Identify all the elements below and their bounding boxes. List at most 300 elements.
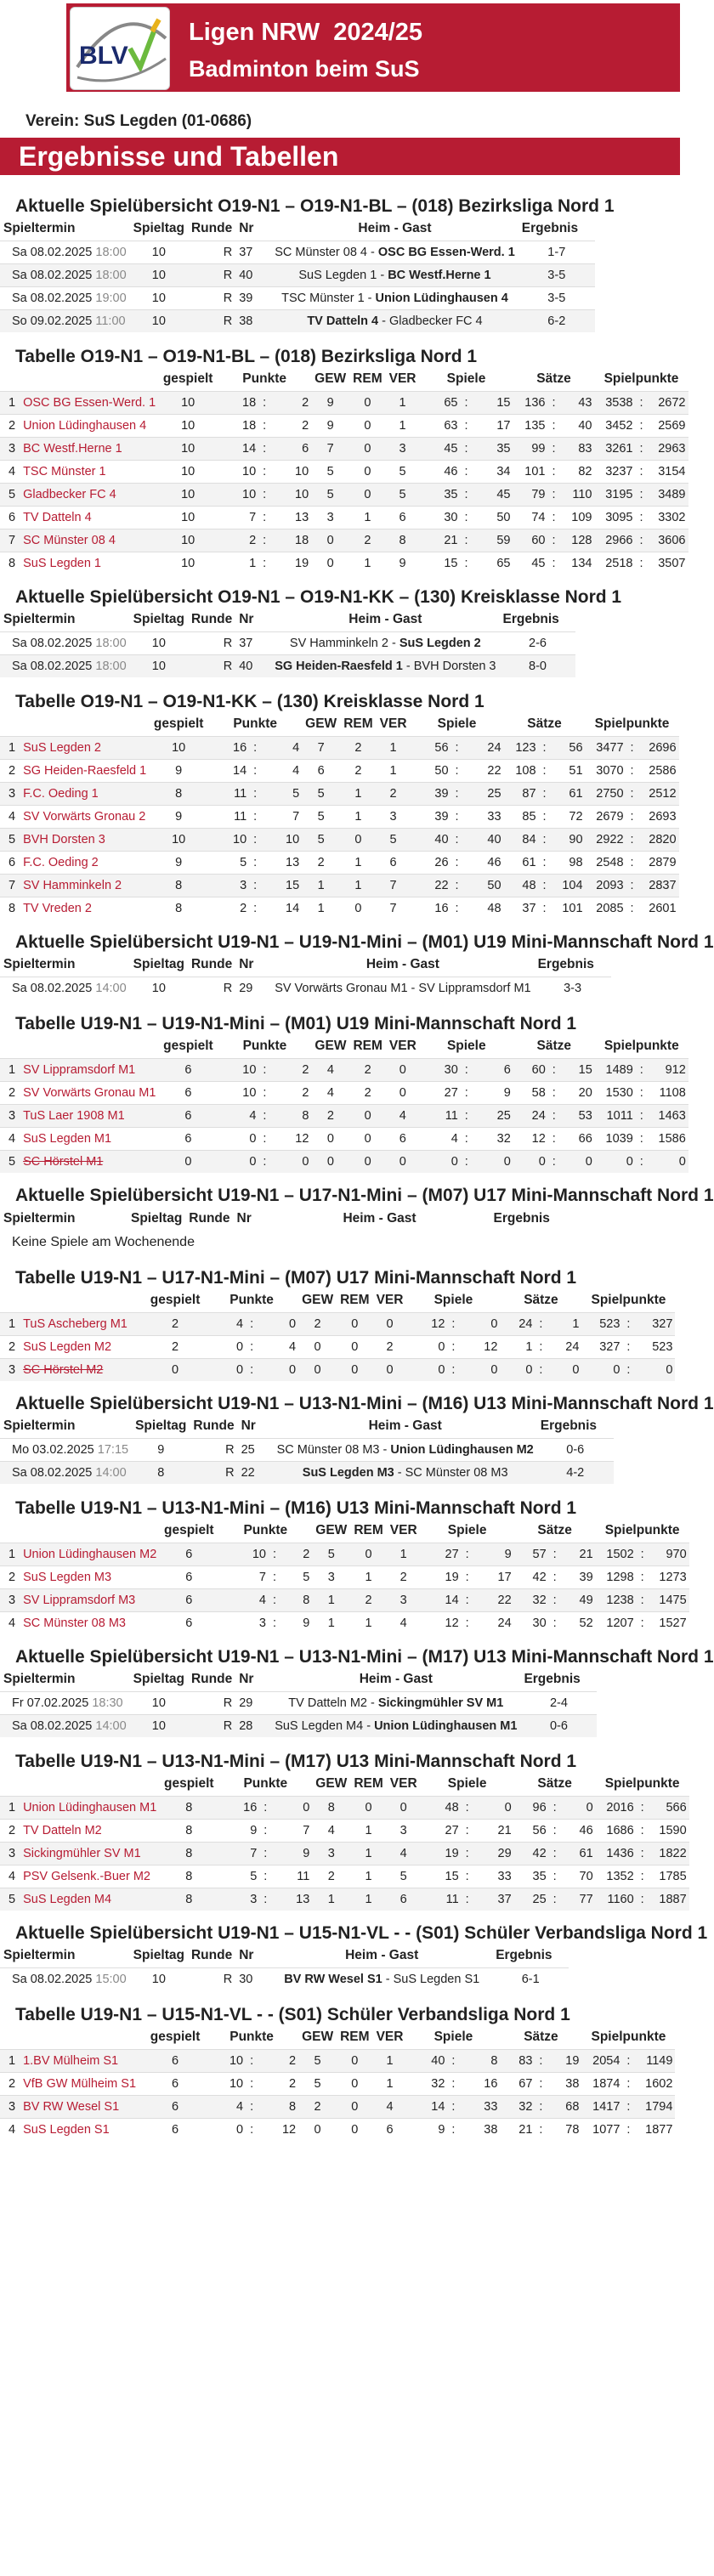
game-time: 18:30	[92, 1696, 123, 1710]
game-teams: SuS Legden 1 - BC Westf.Herne 1	[271, 263, 518, 286]
standings-cell: 0	[349, 1127, 385, 1150]
standings-team-link[interactable]: BC Westf.Herne 1	[18, 437, 158, 460]
standings-colon: :	[637, 1796, 649, 1819]
standings-cell: 1	[312, 1611, 350, 1634]
standings-colon: :	[462, 1543, 473, 1565]
standings-cell: 0	[595, 1150, 636, 1173]
section-spacer	[0, 1484, 680, 1497]
standings-colon: :	[462, 1796, 473, 1819]
standings-colon: :	[461, 1127, 473, 1150]
standings-colon: :	[451, 782, 463, 805]
standings-played: 9	[149, 851, 208, 874]
game-date-cell	[0, 977, 130, 999]
standings-colon: :	[246, 1358, 258, 1381]
standings-colon: :	[637, 1865, 649, 1888]
standings-header-cell: Spielpunkte	[604, 1523, 680, 1538]
game-home-team: SuS Legden 1	[298, 268, 377, 282]
standings-cell: 39	[561, 1565, 596, 1588]
standings-cell: 1463	[648, 1104, 688, 1127]
spiele-header-cell: Spieltermin	[3, 1948, 76, 1963]
standings-rank: 3	[0, 782, 18, 805]
standings-cell: 1417	[581, 2095, 622, 2118]
standings-cell: 2963	[648, 437, 688, 460]
standings-colon: :	[258, 506, 270, 529]
standings-cell: 10	[208, 828, 249, 851]
standings-cell: 1	[312, 1888, 350, 1911]
standings-cell: 61	[504, 851, 539, 874]
standings-played: 8	[159, 1888, 218, 1911]
standings-team-link[interactable]: F.C. Oeding 2	[18, 851, 149, 874]
standings-cell: 0	[218, 1150, 258, 1173]
game-date: So 09.02.2025	[12, 314, 93, 328]
spiele-header-cell: Spieltermin	[3, 612, 76, 627]
standings-cell: 4	[258, 1335, 298, 1358]
standings-cell: 46	[463, 851, 504, 874]
standings-team-link[interactable]: SV Vorwärts Gronau M1	[18, 1081, 158, 1104]
standings-rank: 2	[0, 414, 18, 437]
game-guest-team: Union Lüdinghausen M2	[390, 1442, 534, 1457]
standings-rank: 6	[0, 851, 18, 874]
standings-team-link[interactable]: PSV Gelsenk.-Buer M2	[18, 1865, 159, 1888]
standings-colon: :	[258, 1150, 270, 1173]
spiele-header-row	[0, 218, 595, 241]
standings-cell: 11	[421, 1888, 462, 1911]
standings-cell: 46	[561, 1819, 596, 1842]
section-spacer	[0, 1990, 680, 2004]
standings-header-cell: VER	[389, 1523, 417, 1538]
standings-team-link[interactable]: F.C. Oeding 1	[18, 782, 149, 805]
standings-cell: 6	[473, 1058, 513, 1081]
standings-row	[0, 1611, 689, 1634]
game-date-cell	[0, 263, 130, 286]
standings-cell: 68	[547, 2095, 581, 2118]
standings-rank: 8	[0, 552, 18, 575]
standings-row	[0, 1150, 688, 1173]
standings-cell: 2966	[595, 529, 636, 552]
standings-header-cell: REM	[354, 1776, 383, 1792]
standings-header-cell: gespielt	[162, 371, 213, 387]
spiele-header-cell: Heim - Gast	[358, 221, 432, 236]
league-content	[0, 175, 714, 2141]
standings-cell: 43	[560, 391, 595, 414]
standings-team-link[interactable]: Sickingmühler SV M1	[18, 1842, 159, 1865]
standings-cell: 21	[500, 2118, 535, 2141]
standings-cell: 523	[581, 1312, 622, 1335]
standings-header-cell: GEW	[305, 716, 337, 732]
standings-header-row	[0, 1773, 689, 1796]
game-time: 15:00	[95, 1972, 127, 1986]
game-spieltag: 10	[130, 1967, 188, 1990]
game-time: 14:00	[95, 1465, 127, 1480]
game-guest-team: OSC BG Essen-Werd. 1	[377, 245, 515, 259]
standings-cell: 2	[340, 759, 376, 782]
standings-cell: 0	[337, 2095, 372, 2118]
standings-team-link[interactable]: SuS Legden M3	[18, 1565, 159, 1588]
game-home-team: TV Datteln M2	[288, 1696, 367, 1710]
standings-cell: 0	[205, 2118, 246, 2141]
game-nr: 30	[235, 1967, 271, 1990]
standings-cell: 0	[349, 437, 385, 460]
standings-cell: 56	[411, 736, 451, 759]
standings-played: 10	[149, 736, 208, 759]
standings-header-cell: GEW	[314, 1039, 347, 1054]
standings-cell: 61	[561, 1842, 596, 1865]
standings-colon: :	[269, 1611, 280, 1634]
standings-cell: 1877	[634, 2118, 675, 2141]
spiele-header-cell: Spieltermin	[3, 957, 76, 972]
standings-team-link[interactable]: SV Lippramsdorf M1	[18, 1058, 158, 1081]
spiele-header-cell: Spieltag	[133, 957, 184, 972]
standings-cell: 38	[547, 2072, 581, 2095]
standings-colon: :	[462, 1865, 473, 1888]
game-row	[0, 1714, 597, 1737]
game-spieltag: 10	[130, 263, 188, 286]
standings-team-link[interactable]: SuS Legden 1	[18, 552, 158, 575]
standings-colon: :	[258, 460, 270, 483]
standings-cell: 1	[373, 2072, 407, 2095]
standings-colon: :	[622, 2049, 634, 2072]
standings-cell: 0	[337, 1358, 372, 1381]
standings-cell: 3538	[595, 391, 636, 414]
standings-colon: :	[447, 2095, 459, 2118]
standings-cell: 10	[205, 2049, 246, 2072]
standings-rank: 4	[0, 460, 18, 483]
game-home-team: BV RW Wesel S1	[284, 1972, 382, 1986]
standings-header-cell: Spielpunkte	[591, 2030, 666, 2045]
game-home-team: SC Münster 08 M3	[276, 1442, 380, 1457]
standings-rank: 3	[0, 2095, 18, 2118]
standings-team-link[interactable]: SV Lippramsdorf M3	[18, 1588, 159, 1611]
spiele-header-cell: Heim - Gast	[343, 1210, 416, 1226]
standings-colon: :	[462, 1611, 473, 1634]
game-time: 19:00	[95, 291, 127, 305]
standings-team-link[interactable]: TV Datteln 4	[18, 506, 158, 529]
standings-cell: 51	[551, 759, 586, 782]
standings-table	[0, 368, 688, 575]
standings-row	[0, 2049, 675, 2072]
standings-cell: 3237	[595, 460, 636, 483]
standings-cell: 1	[350, 1819, 386, 1842]
standings-cell: 1	[387, 1543, 421, 1565]
standings-row	[0, 460, 688, 483]
standings-team-link[interactable]: TuS Ascheberg M1	[18, 1312, 145, 1335]
standings-cell: 0	[350, 1796, 386, 1819]
game-spieltag: 9	[132, 1438, 190, 1461]
standings-team-link[interactable]: OSC BG Essen-Werd. 1	[18, 391, 158, 414]
standings-cell: 0	[387, 1796, 421, 1819]
standings-team-link[interactable]: SuS Legden S1	[18, 2118, 145, 2141]
standings-cell: 6	[377, 851, 411, 874]
standings-header-cell: VER	[389, 1776, 417, 1792]
standings-team-link[interactable]: SC Hörstel M2	[18, 1358, 145, 1381]
standings-cell: 7	[218, 1842, 259, 1865]
standings-colon: :	[451, 736, 463, 759]
standings-rank: 4	[0, 1865, 18, 1888]
standings-team-link[interactable]: Union Lüdinghausen M1	[18, 1796, 159, 1819]
game-row	[0, 309, 595, 332]
standings-team-link[interactable]: Gladbecker FC 4	[18, 483, 158, 506]
standings-row	[0, 1588, 689, 1611]
game-runde: R	[188, 1967, 235, 1990]
standings-cell: 34	[473, 460, 513, 483]
spiele-table	[0, 1415, 614, 1484]
standings-team-link[interactable]: SC Hörstel M1	[18, 1150, 158, 1173]
game-runde: R	[190, 1461, 237, 1484]
game-date: Sa 08.02.2025	[12, 245, 93, 259]
standings-cell: 9	[406, 2118, 447, 2141]
standings-team-link[interactable]: SuS Legden 2	[18, 736, 149, 759]
standings-cell: 0	[205, 1335, 246, 1358]
section-spacer	[0, 999, 680, 1013]
section-spacer	[0, 677, 680, 691]
standings-colon: :	[462, 1842, 473, 1865]
standings-row	[0, 437, 688, 460]
standings-cell: 1502	[596, 1543, 637, 1565]
standings-played: 6	[145, 2095, 205, 2118]
standings-cell: 0	[373, 1358, 407, 1381]
standings-colon: :	[636, 1058, 648, 1081]
standings-header-cell: VER	[388, 1039, 416, 1054]
standings-colon: :	[549, 1796, 561, 1819]
standings-team-link[interactable]: TuS Laer 1908 M1	[18, 1104, 158, 1127]
standings-cell: 0	[349, 483, 385, 506]
standings-header-cell: VER	[376, 2030, 404, 2045]
standings-rank: 3	[0, 1358, 18, 1381]
standings-cell: 16	[411, 897, 451, 920]
game-spieltag: 10	[130, 309, 188, 332]
game-spieltag: 10	[130, 1714, 188, 1737]
standings-team-link[interactable]: VfB GW Mülheim S1	[18, 2072, 145, 2095]
standings-cell: 15	[560, 1058, 595, 1081]
game-date: Sa 08.02.2025	[12, 268, 93, 282]
game-teams: SC Münster 08 M3 - Union Lüdinghausen M2	[274, 1438, 537, 1461]
standings-cell: 18	[218, 414, 258, 437]
standings-colon: :	[636, 1104, 648, 1127]
game-nr: 37	[235, 241, 271, 263]
standings-cell: 3	[386, 437, 420, 460]
spiele-header-cell: Spieltag	[133, 612, 184, 627]
standings-row	[0, 897, 679, 920]
league-section	[0, 195, 686, 575]
standings-colon: :	[249, 736, 261, 759]
game-home-team: TV Datteln 4	[307, 314, 379, 328]
standings-cell: 0	[337, 2072, 372, 2095]
standings-header-row	[0, 1289, 675, 1312]
standings-cell: 13	[271, 1888, 312, 1911]
spiele-header-cell: Spieltag	[135, 1418, 187, 1434]
standings-team-link[interactable]: SC Münster 08 4	[18, 529, 158, 552]
standings-cell: 1	[547, 1312, 581, 1335]
standings-colon: :	[548, 414, 560, 437]
spiele-header-cell: Heim - Gast	[348, 612, 422, 627]
standings-rank: 7	[0, 874, 18, 897]
game-home-team: TSC Münster 1	[281, 291, 365, 305]
standings-rank: 2	[0, 1819, 18, 1842]
standings-colon: :	[622, 2095, 634, 2118]
standings-colon: :	[626, 851, 638, 874]
game-spieltag: 10	[130, 654, 188, 677]
standings-cell: 3	[387, 1588, 421, 1611]
standings-cell: 1	[350, 1611, 386, 1634]
standings-cell: 15	[420, 552, 461, 575]
standings-cell: 19	[270, 552, 311, 575]
standings-colon: :	[539, 897, 551, 920]
standings-cell: 2	[373, 1335, 407, 1358]
standings-cell: 10	[270, 460, 311, 483]
game-date: Fr 07.02.2025	[12, 1696, 89, 1710]
standings-played: 10	[158, 460, 218, 483]
standings-colon: :	[622, 2072, 634, 2095]
standings-played: 8	[159, 1819, 218, 1842]
standings-team-link[interactable]: Union Lüdinghausen 4	[18, 414, 158, 437]
standings-rank: 2	[0, 759, 18, 782]
standings-team-link[interactable]: BV RW Wesel S1	[18, 2095, 145, 2118]
game-date: Sa 08.02.2025	[12, 1718, 93, 1733]
standings-header-cell: Spielpunkte	[604, 1776, 680, 1792]
standings-cell: 3261	[595, 437, 636, 460]
game-guest-team: Union Lüdinghausen 4	[375, 291, 508, 305]
standings-cell: 65	[473, 552, 513, 575]
standings-colon: :	[626, 759, 638, 782]
standings-cell: 0	[298, 1335, 337, 1358]
standings-table	[0, 2026, 675, 2141]
standings-header-cell: Spiele	[447, 1523, 487, 1538]
standings-cell: 9	[311, 391, 349, 414]
game-home-team: SuS Legden M4	[275, 1718, 364, 1733]
standings-cell: 33	[473, 1865, 514, 1888]
standings-team-link[interactable]: SG Heiden-Raesfeld 1	[18, 759, 149, 782]
spiele-header-cell: Ergebnis	[537, 957, 594, 972]
standings-colon: :	[636, 506, 648, 529]
standings-colon: :	[636, 1150, 648, 1173]
standings-cell: 9	[386, 552, 420, 575]
tabelle-title: Tabelle U19-N1 – U19-N1-Mini – (M01) U19 Mini-Mannschaft Nord 1	[15, 1014, 577, 1033]
standings-cell: 5	[261, 782, 302, 805]
standings-cell: 32	[514, 1588, 549, 1611]
standings-colon: :	[535, 1358, 547, 1381]
standings-cell: 2750	[586, 782, 626, 805]
standings-cell: 136	[513, 391, 548, 414]
game-runde: R	[188, 241, 235, 263]
standings-cell: 12	[258, 2118, 298, 2141]
game-date: Sa 08.02.2025	[12, 1972, 93, 1986]
standings-cell: 1	[350, 1888, 386, 1911]
spiele-header-cell: Spieltermin	[3, 221, 76, 236]
standings-colon: :	[451, 851, 463, 874]
blv-logo	[70, 7, 170, 90]
game-spieltag: 10	[130, 241, 188, 263]
standings-cell: 7	[302, 736, 340, 759]
standings-team-link[interactable]: SuS Legden M1	[18, 1127, 158, 1150]
standings-cell: 566	[649, 1796, 689, 1819]
standings-cell: 1785	[649, 1865, 689, 1888]
standings-colon: :	[447, 2072, 459, 2095]
standings-cell: 40	[463, 828, 504, 851]
standings-cell: 50	[411, 759, 451, 782]
standings-colon: :	[622, 1335, 634, 1358]
standings-cell: 327	[581, 1335, 622, 1358]
standings-team-link[interactable]: TSC Münster 1	[18, 460, 158, 483]
standings-row	[0, 1865, 689, 1888]
spieluebersicht-title: Aktuelle Spielübersicht U19-N1 – U13-N1-Mini – (M16) U13 Mini-Mannschaft Nord 1	[15, 1394, 714, 1413]
standings-colon: :	[249, 874, 261, 897]
standings-colon: :	[462, 1565, 473, 1588]
standings-team-link[interactable]: Union Lüdinghausen M2	[18, 1543, 159, 1565]
standings-row	[0, 1081, 688, 1104]
standings-cell: 53	[560, 1104, 595, 1127]
game-teams: BV RW Wesel S1 - SuS Legden S1	[271, 1967, 492, 1990]
standings-team-link[interactable]: TV Datteln M2	[18, 1819, 159, 1842]
standings-team-link[interactable]: SV Vorwärts Gronau 2	[18, 805, 149, 828]
standings-cell: 3	[312, 1565, 350, 1588]
standings-colon: :	[548, 460, 560, 483]
standings-colon: :	[549, 1588, 561, 1611]
standings-cell: 52	[561, 1611, 596, 1634]
standings-cell: 5	[311, 483, 349, 506]
standings-colon: :	[461, 1104, 473, 1127]
standings-colon: :	[258, 1127, 270, 1150]
standings-team-link[interactable]: SuS Legden M2	[18, 1335, 145, 1358]
standings-team-link[interactable]: 1.BV Mülheim S1	[18, 2049, 145, 2072]
standings-team-link[interactable]: SV Hamminkeln 2	[18, 874, 149, 897]
standings-cell: 26	[411, 851, 451, 874]
standings-team-link[interactable]: SuS Legden M4	[18, 1888, 159, 1911]
standings-team-link[interactable]: SC Münster 08 M3	[18, 1611, 159, 1634]
league-section	[0, 1646, 714, 1911]
standings-cell: 2054	[581, 2049, 622, 2072]
spiele-header-cell: Ergebnis	[524, 1672, 581, 1687]
standings-colon: :	[462, 1888, 473, 1911]
standings-cell: 0	[349, 391, 385, 414]
standings-header-blank	[0, 1289, 18, 1312]
standings-row	[0, 828, 679, 851]
standings-cell: 61	[551, 782, 586, 805]
standings-cell: 0	[311, 529, 349, 552]
standings-cell: 45	[473, 483, 513, 506]
standings-cell: 2	[270, 414, 311, 437]
standings-header-cell: Punkte	[230, 1293, 274, 1308]
standings-row	[0, 552, 688, 575]
standings-cell: 5	[298, 2049, 337, 2072]
game-runde: R	[188, 263, 235, 286]
game-time: 18:00	[95, 659, 127, 673]
standings-rank: 4	[0, 805, 18, 828]
standings-rank: 7	[0, 529, 18, 552]
standings-cell: 3477	[586, 736, 626, 759]
game-date-cell	[0, 309, 130, 332]
standings-cell: 8	[258, 2095, 298, 2118]
standings-cell: 4	[218, 1588, 269, 1611]
standings-colon: :	[626, 897, 638, 920]
standings-colon: :	[626, 874, 638, 897]
standings-played: 0	[145, 1358, 205, 1381]
standings-cell: 0	[350, 1543, 386, 1565]
standings-cell: 39	[411, 782, 451, 805]
standings-team-link[interactable]: TV Vreden 2	[18, 897, 149, 920]
standings-rank: 1	[0, 2049, 18, 2072]
standings-cell: 11	[208, 805, 249, 828]
standings-cell: 22	[411, 874, 451, 897]
standings-cell: 5	[302, 782, 340, 805]
standings-cell: 1	[340, 805, 376, 828]
standings-team-link[interactable]: BVH Dorsten 3	[18, 828, 149, 851]
standings-cell: 2518	[595, 552, 636, 575]
spiele-header-cell: Runde	[190, 1948, 233, 1963]
standings-cell: 1238	[596, 1588, 637, 1611]
standings-colon: :	[548, 1104, 560, 1127]
standings-colon: :	[636, 552, 648, 575]
standings-played: 6	[159, 1611, 218, 1634]
